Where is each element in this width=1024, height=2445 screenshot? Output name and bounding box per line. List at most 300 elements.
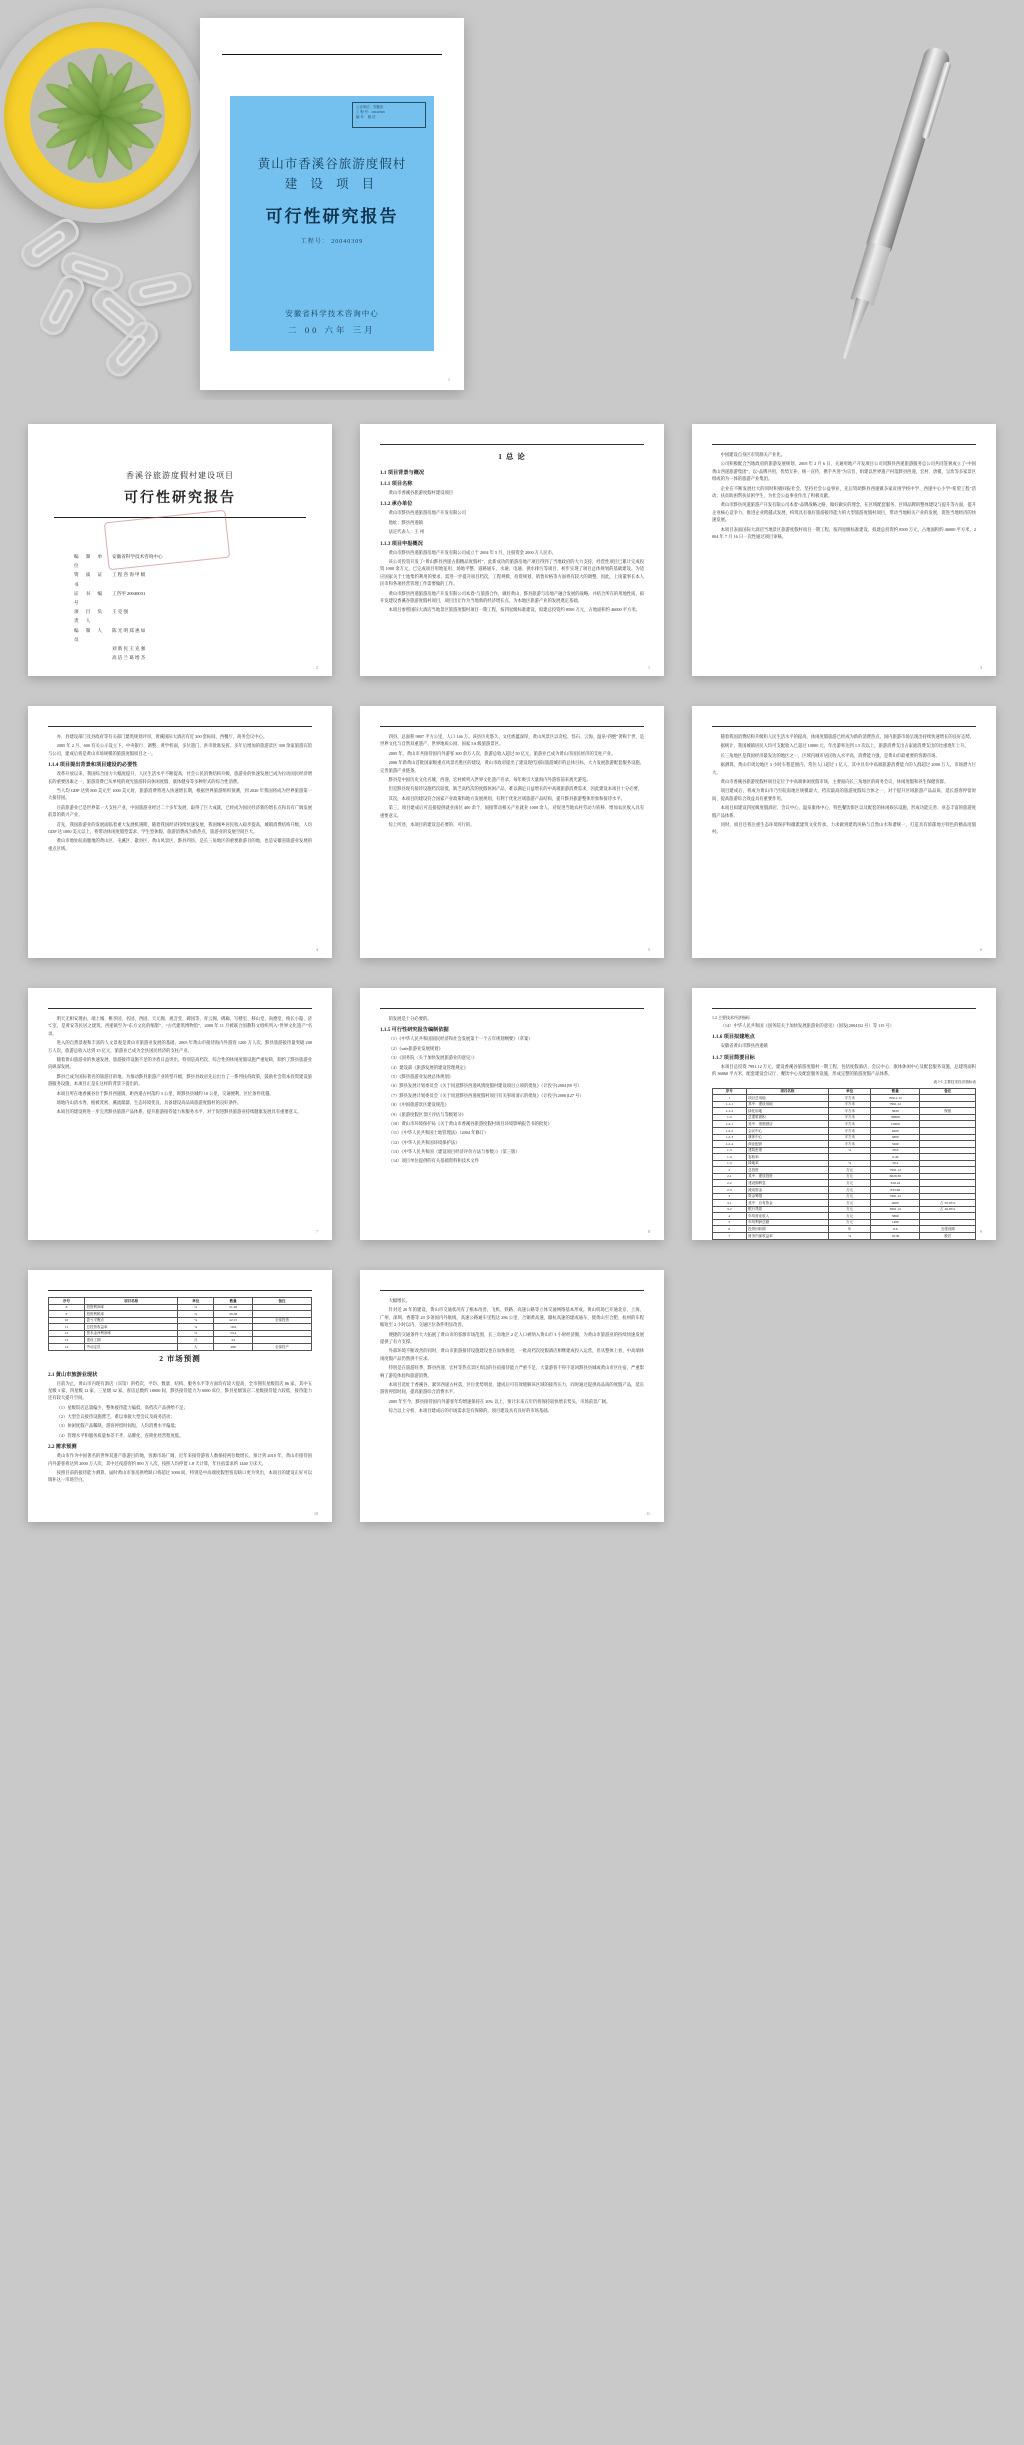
table-cell: 其中：度假酒店 bbox=[746, 1121, 829, 1128]
table-cell: % bbox=[178, 1324, 214, 1331]
document-page bbox=[28, 706, 332, 958]
cover-top-rule bbox=[222, 54, 442, 55]
table-cell: 容积率 bbox=[746, 1154, 829, 1161]
page-number: 4 bbox=[316, 947, 318, 952]
table-cell: 18.36 bbox=[871, 1232, 920, 1239]
paragraph: （2）大型会议接待设施匮乏，难以承接大型会议及商务活动； bbox=[56, 1414, 175, 1420]
paragraph: （2）《safe旅游业发展规划》 bbox=[388, 1045, 443, 1051]
section-heading: 1 总 论 bbox=[498, 452, 526, 461]
table-cell: 14 bbox=[49, 1343, 85, 1350]
table-cell: 其中：建设投资 bbox=[746, 1173, 829, 1180]
table-cell: 平方米 bbox=[829, 1101, 871, 1108]
page-header-rule bbox=[712, 444, 976, 445]
paragraph: （14）项目单位提供的有关基础资料和技术文件 bbox=[388, 1158, 479, 1164]
paragraph: 本项目选址于香溪谷，紧邻西递古村落，区位优势明显，建成后可有效缓解该区域的接待压力，同时通过提供高品质的度假产品，延长游客停留时间，提高旅游综合消费水平。 bbox=[380, 1381, 644, 1395]
table-cell: 328.16 bbox=[871, 1180, 920, 1187]
paragraph: （4）建设部《旅游发展的建设管理规定》 bbox=[388, 1064, 469, 1070]
table-row bbox=[713, 1232, 976, 1239]
table-cell: 23.4 bbox=[214, 1330, 253, 1337]
paragraph: 企业在不断发展壮大的同时积极回报社会，坚持社会公益事业，先后资助黟县西递镇多家贫困学校中学、西递中心小学“希望工程”活动；扶贫助困帮扶贫困学生，为社会公益事业作出了积极贡献。 bbox=[712, 485, 976, 498]
table-cell: 投资利润率 bbox=[84, 1304, 177, 1311]
table-column-header: 项目名称 bbox=[746, 1088, 829, 1095]
table-cell: % bbox=[829, 1160, 871, 1167]
table-cell: 万元 bbox=[829, 1167, 871, 1174]
table-cell: 7991.12 bbox=[871, 1167, 920, 1174]
table-cell: 10 bbox=[49, 1317, 85, 1324]
paragraph: 按照目前的接待能力测算，届时黄山市客房供给缺口将超过 3000 间，特别是中高端度假型客房缺口更为突出，本项目的建设正好可以填补这一市场空白。 bbox=[48, 1470, 312, 1483]
table-cell: 其中：自有资金 bbox=[746, 1200, 829, 1207]
table-cell: 13 bbox=[49, 1337, 85, 1344]
table-cell: 绿地率 bbox=[746, 1160, 829, 1167]
paragraph: 黄山市黟县西递旅游房地产开发有限公司本着“与旅游合作，做好黄山、黟县旅游与房地产融合发展的战略，并结合所在的用地性质，拟开发建设香溪谷旅游度假村项目，项目出让作为当地新的经济增长点，为本地区旅游产业的发展奠定基础。 bbox=[380, 590, 645, 603]
field-value: 安徽省科学技术咨询中心 bbox=[112, 554, 163, 559]
field-label bbox=[74, 653, 108, 662]
table-cell: 4 bbox=[713, 1213, 747, 1220]
paragraph: （11）《中华人民共和国土地管理法》（2004 年修订） bbox=[388, 1130, 489, 1136]
paragraph: 地址：黟县西递镇 bbox=[388, 519, 423, 525]
paragraph: 当人均 GDP 达到 800 美元至 1000 美元时，旅游消费将进入快速增长期，根据世界旅游组织预测，到 2020 年我国将成为世界旅游第一大接待国。 bbox=[48, 787, 312, 801]
cover-page-number: 1 bbox=[448, 377, 450, 382]
table-column-header: 单位 bbox=[178, 1298, 214, 1305]
table-cell: 6 bbox=[713, 1226, 747, 1233]
document-page bbox=[360, 424, 664, 676]
paragraph: 便捷的交通条件大大拓展了黄山市的客源市场范围，长三角地区 2 亿人口被纳入黄山市 3 小时经济圈，为黄山市旅游业的持续快速发展提供了有力支撑。 bbox=[380, 1331, 644, 1344]
table-cell: 24 bbox=[214, 1337, 253, 1344]
table-cell: 1-3 bbox=[713, 1147, 747, 1154]
list-item bbox=[74, 589, 312, 607]
field-value: 工咨甲 20040031 bbox=[112, 590, 146, 596]
document-page bbox=[360, 706, 664, 958]
document-page bbox=[28, 988, 332, 1240]
paragraph: 2005 年 2 月，600 有关公示设立下，中央银行、调整、黄学校面，多位遗门、洪市批准发挥，多年后增加的旅游景区 300 余家旅游宾馆与公司，建成后将是黄山市场规模的旅游度假项目之一。 bbox=[48, 743, 312, 756]
paragraph: 2005 年，黄山市共接待国内外游客 300 余万人次，旅游总收入超过 50 亿元，旅游业已成为黄山市国民经济的支柱产业。 bbox=[388, 750, 616, 756]
table-cell: 5 bbox=[713, 1219, 747, 1226]
table-cell: % bbox=[178, 1330, 214, 1337]
data-table bbox=[712, 1088, 976, 1240]
table-cell: 79911.12 bbox=[871, 1095, 920, 1102]
inner-metadata-list bbox=[48, 552, 312, 662]
table-cell: % bbox=[178, 1304, 214, 1311]
page-header-rule bbox=[48, 1290, 312, 1291]
table-cell: 3-1 bbox=[713, 1200, 747, 1207]
paragraph: 项目建成后，将成为黄山市乃至皖南地区规模最大、档次最高的旅游度假综合体之一，对于提升区域旅游产品品质、延长游客停留时间、提高旅游综合效益具有重要作用。 bbox=[712, 788, 976, 801]
table-cell: 总投资收益率 bbox=[84, 1324, 177, 1331]
paperclip-icon bbox=[126, 270, 194, 309]
table-cell: 6829.30 bbox=[871, 1173, 920, 1180]
paragraph: 随着黄山旅游业的快速发展，旅游接待设施不足的矛盾日益突出，特别是高档次、综合性的休闲度假设施严重短缺，制约了黟县旅游业向纵深发展。 bbox=[48, 1056, 312, 1070]
paragraph: 本项目参照国际大酒店当地景区旅游度假村项目一期工程，按四星级标准建设，拟建总投资约 8500 万元，占地面积约 46000 平方米。 bbox=[388, 607, 640, 613]
paragraph: 据测算，黄山市周边地区 3 小时车程范围内，常住人口超过 1 亿人，其中具有中高端旅游消费能力的人群超过 2000 万人，市场潜力巨大。 bbox=[712, 762, 976, 775]
list-item bbox=[74, 644, 312, 653]
paragraph: 法定代表人：王 州 bbox=[388, 529, 425, 535]
paragraph: 四县，总面积 9807 平方公里，人口 146 万。该县历史悠久、文化底蕴深厚，黄山风景区以奇松、怪石、云海、温泉“四绝”著称于世，是世界文化与自然双重遗产、世界地质公园、国家 5A 级旅游景区。 bbox=[380, 734, 644, 747]
table-cell: 8 bbox=[49, 1304, 85, 1311]
paragraph: 本项目总投资 7991.12 万元，建设香溪谷旅游度假村一期工程，包括度假酒店、会议中心、康体休闲中心及配套服务设施，总建筑面积约 36860 平方米，配套建设会议厅、餐饮中心及配套服务设施，形成完整的旅游度假产品体系。 bbox=[712, 1063, 976, 1077]
page-number: 7 bbox=[316, 1229, 318, 1234]
table-cell: 占 50.05% bbox=[920, 1200, 976, 1207]
paragraph: 黄山市黟县风遗旅游产开发有限公司本着“品牌战略之路，做好做实的理念，在区域配套服务、区域品牌的整体建设与提升等方面，提升企业核心竞争力，推进企业跨越式发展，构筑具有很好旅游接待能力的大型旅游度假村项目，带动当地相关产业的发展，促进当地经济的快速发展。 bbox=[712, 502, 977, 523]
table-cell: 1-5 bbox=[713, 1160, 747, 1167]
field-label: 项 目 负 责 人 bbox=[74, 609, 106, 624]
table-cell: 2-3 bbox=[713, 1187, 747, 1194]
table-cell: 4800 bbox=[871, 1134, 920, 1141]
table-cell: 7 bbox=[713, 1232, 747, 1239]
paragraph: 进入的自然景观和丰富的人文景观是黄山市旅游业发展的基础，2005 年黄山市接待海内外游客 1200 万人次，黟县旅游接待量突破 200 万人次，旅游总收入达到 15 亿元，旅游业已成为全县国民经济的支柱产业。 bbox=[48, 1040, 312, 1053]
paragraph: 的发展是十分必要的。 bbox=[388, 1016, 432, 1021]
table-cell: 银行贷款 bbox=[746, 1206, 829, 1213]
paragraph: 长三角地区是我国经济最发达的地区之一，区域内城市居民收入水平高、消费能力强，是黄山市最重要的客源市场。 bbox=[720, 752, 940, 758]
subsection-heading: 1.1.7 项目简要目标 bbox=[712, 1054, 755, 1061]
page-thumbnail-grid bbox=[0, 400, 1024, 1552]
field-label: 编 制 单 位 bbox=[74, 554, 106, 569]
table-cell: 3820 bbox=[871, 1108, 920, 1115]
table-cell: 年 bbox=[829, 1226, 871, 1233]
field-label: 资 质 证 书 bbox=[74, 572, 106, 587]
table-cell: 投资利税率 bbox=[84, 1311, 177, 1318]
table-cell: 平方米 bbox=[829, 1134, 871, 1141]
paperclip-icon bbox=[35, 271, 88, 340]
data-table bbox=[48, 1297, 312, 1351]
table-cell: 人 bbox=[178, 1343, 214, 1350]
paragraph: （6）黟县发展计划委员会《关于同意黟县西递风情度假村建设项目立项的批复》（计投字[2004]59 号） bbox=[388, 1083, 582, 1089]
paragraph: （5）《黟县旅游业发展总体规划》 bbox=[388, 1073, 454, 1079]
paragraph: 大幅增长。 bbox=[388, 1298, 411, 1303]
table-column-header: 备注 bbox=[253, 1298, 312, 1305]
subsection-heading: 1.1.1 项目名称 bbox=[380, 481, 413, 487]
table-cell: 商业配套 bbox=[746, 1141, 829, 1148]
inner-title-line-1: 香溪谷旅游度假村建设项目 bbox=[126, 471, 234, 480]
table-cell: % bbox=[829, 1147, 871, 1154]
table-cell: 56.2 bbox=[871, 1160, 920, 1167]
page-number: 10 bbox=[314, 1511, 318, 1516]
table-cell: 36860 bbox=[871, 1114, 920, 1121]
table-cell: 平方米 bbox=[829, 1121, 871, 1128]
table-cell: 2-2 bbox=[713, 1180, 747, 1187]
table-cell: 9 bbox=[49, 1311, 85, 1318]
paragraph: 该公司投资开发了“黄山黟县西递古街精品度假村”，此新成功的旅游房地产项目得到了当地政府的大力支持，经营性项目已累计完成投资 1000 余万元，已完成项目用地征用、场地平整、道路通车、水通、电通、供水排污等项目，初步实现了项目总体规划的基础建设。为适应国家关于土地集约利用的要求，需进一步提升项目档次，工程规模、投资规划、销售价格等方面将有较大的调整，因此，上岗董事长本人民币和各项经营管理工作需要做的工作。 bbox=[380, 558, 644, 587]
page-number: 3 bbox=[980, 665, 982, 670]
cover-title-line-1: 黄山市香溪谷旅游度假村 bbox=[257, 157, 407, 171]
table-cell: 28.6 bbox=[871, 1147, 920, 1154]
field-value: 工 程 咨 询 甲 级 bbox=[112, 572, 146, 578]
table-cell: 财务内部收益率 bbox=[746, 1232, 829, 1239]
document-page bbox=[360, 988, 664, 1240]
table-cell: 0.46 bbox=[871, 1154, 920, 1161]
paragraph: 第三，项目建成后可直接提供就业岗位 400 余个，间接带动相关产业就业 1000 余人，对促进当地农村劳动力转移、增加农民收入具有重要意义。 bbox=[380, 805, 644, 818]
table-cell: 会议中心 bbox=[746, 1127, 829, 1134]
paragraph: （10）黄山市环境保护局《关于黄山市香溪谷旅游度假村项目环境影响报告书的批复》 bbox=[388, 1120, 552, 1126]
cover-stamp-line-2: 工 程 号：20040309 bbox=[356, 110, 385, 114]
field-value: 陈 光 明 郑 惠 如 bbox=[112, 627, 146, 633]
document-page bbox=[692, 706, 996, 958]
paragraph: （3）休闲度假产品稀缺，游客停留时间短，人均消费水平偏低； bbox=[56, 1423, 180, 1429]
table-cell: 全部投产 bbox=[253, 1343, 312, 1350]
table-cell: 15600 bbox=[871, 1121, 920, 1128]
table-cell: 万元 bbox=[829, 1193, 871, 1200]
table-column-header: 数量 bbox=[214, 1298, 253, 1305]
subsection-heading: 1.1.5 可行性研究报告编制依据 bbox=[380, 1027, 449, 1034]
paragraph: 改革开放以来，我国综合国力大幅度提升，人民生活水平不断提高，社会公民消费结构升级，旅游业的快速发展已成为拉动国民经济增长的重要因素之一，旅游消费已从单纯的观光旅游转向休闲度假、康体健身等多种形式的综合性消费。 bbox=[48, 771, 312, 784]
paragraph: （3）《国务院〈关于加快发展旅游业的意见〉》 bbox=[388, 1055, 477, 1061]
cover-stamp-line-3: 编 号： 版 次 bbox=[356, 115, 376, 119]
page-header-rule bbox=[380, 726, 644, 727]
paragraph: 黄山市香溪谷旅游度假村项目定位于中高端休闲度假市场，主要面向长三角地区的商务会议、休闲度假和养生保健客群。 bbox=[720, 778, 949, 784]
table-cell: 18.6 bbox=[214, 1324, 253, 1331]
table-cell: 资金筹措 bbox=[746, 1193, 829, 1200]
paragraph: 黄山市香溪谷旅游度假村建设项目 bbox=[388, 490, 454, 495]
table-cell: 1-2 bbox=[713, 1114, 747, 1121]
paragraph: （8）《中国旅游景区建设规范》 bbox=[388, 1102, 449, 1108]
paragraph: 首先，我国旅游业的发展面临着重大发展机遇期，随着我国经济持续快速发展，我国城乡居民收入稳步提高，城镇消费结构升级，人均 GDP 达 1000 美元以上，将带动休闲度假型需求、学生型休假，旅游消费成为新热点，旅游业的发展空间巨大。 bbox=[48, 821, 312, 834]
document-page bbox=[28, 1270, 332, 1522]
paragraph: 综合以上分析，本项目建成后的市场需求是有保障的，项目建设具有良好的市场基础。 bbox=[388, 1408, 552, 1414]
table-cell: 平方米 bbox=[829, 1108, 871, 1115]
cover-organization: 安徽省科学技术咨询中心 bbox=[285, 309, 379, 318]
table-cell: 6200 bbox=[871, 1127, 920, 1134]
page-header-rule bbox=[380, 1290, 644, 1291]
paragraph: 其次，本项目的建设符合国家产业政策和地方发展规划，有利于优化区域旅游产品结构，提升黟县旅游整体形象和接待水平。 bbox=[388, 795, 625, 801]
paragraph: 目前旅游业已是世界第一大支柱产业，中国旅游业经过二十多年发展，取得了巨大成就，已经成为国民经济新的增长点和具有广阔发展前景的新兴产业。 bbox=[48, 804, 312, 818]
hero-banner bbox=[0, 0, 1024, 400]
table-cell: 劳动定员 bbox=[84, 1343, 177, 1350]
field-value: 刘 新 民 王 克 强 bbox=[112, 645, 146, 651]
field-label: 编 制 人 员 bbox=[74, 627, 106, 642]
section-heading: 2 市场预测 bbox=[159, 1353, 201, 1363]
table-cell: 万元 bbox=[829, 1180, 871, 1187]
table-cell: 1-2-3 bbox=[713, 1134, 747, 1141]
paragraph: 综上所述，本项目的建设是必要的、可行的。 bbox=[388, 821, 475, 827]
page-number: 1 bbox=[648, 665, 650, 670]
document-page bbox=[692, 988, 996, 1240]
table-cell: 万元 bbox=[829, 1200, 871, 1207]
table-cell: 全部投资 bbox=[253, 1317, 312, 1324]
table-cell: 1-2-1 bbox=[713, 1121, 747, 1128]
paragraph: 中国建设自身区市资源关产业化。 bbox=[720, 452, 786, 457]
table-cell: % bbox=[178, 1311, 214, 1318]
table-cell: 万元 bbox=[829, 1206, 871, 1213]
page-header-rule bbox=[48, 1008, 312, 1009]
table-number: 表 1-1 主要技术经济指标表 bbox=[933, 1079, 976, 1084]
page-number: 9 bbox=[980, 1229, 982, 1234]
table-cell: 4000 bbox=[871, 1200, 920, 1207]
page-header-rule bbox=[380, 1008, 644, 1009]
table-cell: 盈亏平衡点 bbox=[84, 1317, 177, 1324]
inner-title-page bbox=[28, 424, 332, 676]
field-value: 王 克 强 bbox=[112, 609, 129, 615]
table-cell: 总建筑面积 bbox=[746, 1114, 829, 1121]
table-row bbox=[49, 1343, 312, 1350]
table-cell: 3-2 bbox=[713, 1206, 747, 1213]
table-cell: 总投资 bbox=[746, 1167, 829, 1174]
page-header-rule bbox=[712, 726, 976, 727]
table-cell: % bbox=[829, 1232, 871, 1239]
table-cell: 万元 bbox=[829, 1173, 871, 1180]
paragraph: 黄山市地处皖南腹地的黄山区、屯溪区、歙县区、黄山风景区、黟县四县，是长三角地区的重要旅游目的地，也是安徽省旅游业发展的重点区域。 bbox=[48, 838, 312, 851]
cover-main-title: 可行性研究报告 bbox=[265, 207, 399, 226]
table-cell: 2-1 bbox=[713, 1173, 747, 1180]
table-cell: 286 bbox=[214, 1343, 253, 1350]
cover-color-panel bbox=[230, 96, 434, 351]
list-item bbox=[74, 626, 312, 644]
paragraph: （13）《中华人民共和国〈建设项目经济评价方法与参数〉》（第三版） bbox=[388, 1149, 520, 1155]
subsection-heading: 1.1.2 承办单位 bbox=[380, 501, 413, 508]
table-cell: 平方米 bbox=[829, 1127, 871, 1134]
page-number: 11 bbox=[646, 1511, 650, 1516]
page-header-rule bbox=[48, 726, 312, 727]
page-number: 6 bbox=[980, 947, 982, 952]
table-cell: 万元 bbox=[829, 1213, 871, 1220]
list-item bbox=[74, 653, 312, 662]
paragraph: 针对近 20 年的建设，黄山市交通状况有了根本改善，飞机、铁路、高速公路等立体交通网络基本形成。黄山机场已开通北京、上海、广州、深圳、香港等 20 多条国内外航线，高速公路通车里程达 286 公里，合铜黄高速、徽杭高速的建成通车，使黄山至合肥、杭州的车程缩短至 2 小时以内，交通区位条件明显改善。 bbox=[380, 1307, 644, 1328]
table-cell: 流动资金 bbox=[746, 1187, 829, 1194]
paragraph: 随着我国消费结构升级和人民生活水平的提高，休闲度假旅游已经成为新的消费热点，国内旅游市场呈现出持续快速增长的良好态势。 bbox=[720, 734, 975, 739]
paragraph: 场地内山清水秀、植被茂密、溪流潺潺，生态环境优良，具备建设高品质旅游度假村的良好条件。 bbox=[56, 1099, 242, 1105]
cover-stamp-box bbox=[352, 102, 426, 128]
pen-decoration bbox=[823, 43, 962, 371]
list-item bbox=[74, 570, 312, 588]
table-cell: 1486 bbox=[871, 1219, 920, 1226]
table-cell: 1-4 bbox=[713, 1154, 747, 1161]
table-cell: 康体中心 bbox=[746, 1134, 829, 1141]
table-cell: 占 49.95% bbox=[920, 1206, 976, 1213]
cover-page bbox=[200, 18, 464, 390]
table-cell: 月 bbox=[178, 1337, 214, 1344]
page-header-rule bbox=[712, 1008, 976, 1009]
table-cell: 建设工期 bbox=[84, 1337, 177, 1344]
paragraph: （1）《中华人民共和国国民经济和社会发展第十一个五年规划纲要》（草案） bbox=[388, 1036, 533, 1042]
field-value: 高 洁 兰 葛 增 杰 bbox=[112, 655, 146, 661]
table-cell: 平方米 bbox=[829, 1095, 871, 1102]
paragraph: （7）黟县发展计划委员会《关于同意黟县西递度假村项目有关事项请示的批复》（计投字[2006]127 号） bbox=[388, 1092, 584, 1098]
subsection-heading: 2.1 黄山市旅游业现状 bbox=[48, 1371, 98, 1378]
paragraph: 黄山市作为中国著名的世界双遗产旅游目的地，客源市场广阔，近年来接待游客人数保持两位数增长。预计到 2010 年，黄山市接待国内外游客将达到 2000 万人次，其中过夜游客约 800 万人次，按照人均停留 1.8 天计算，年住宿需求约 1440 万床天。 bbox=[48, 1453, 312, 1466]
succulent-icon bbox=[36, 48, 164, 176]
paragraph: （4）管理水平和服务质量参差不齐，品牌化、连锁化经营程度低。 bbox=[56, 1432, 184, 1438]
page-number: 2 bbox=[316, 665, 318, 670]
table-cell: 平方米 bbox=[829, 1114, 871, 1121]
table-cell: 投资回收期 bbox=[746, 1226, 829, 1233]
subsection-heading: 2.2 需求预测 bbox=[48, 1444, 77, 1451]
paragraph: 本项目表面国际大酒店当地景区旅游度假村项目一期工程，按四星级标准建设，拟建总投资约 8500 万元，占地面积约 46000 平方米，2004 年 7 月 16 日一次性通过项目审核。 bbox=[712, 526, 976, 539]
paragraph: 公司积极配合当地政府的旅游发展规划，2005 年 2 月 6 日，关通用地产开发项目公司同黟县西递旅游服务总公司共同签署成立了“中国黄山西递旅游集团”，以“品牌共用，优势互补，统一宣传，携手共进”为宗旨，组建以世界遗产村落黟县西递、宏村、唐模、呈坎等多家景区组成的为一体的旅游产业集团。 bbox=[712, 461, 976, 482]
table-cell: 1-2-4 bbox=[713, 1141, 747, 1148]
table-cell: 1-2-2 bbox=[713, 1127, 747, 1134]
table-cell: 7991.12 bbox=[871, 1101, 920, 1108]
table-column-header: 序号 bbox=[49, 1298, 85, 1305]
table-cell: 含建设期 bbox=[920, 1226, 976, 1233]
table-cell: 万元 bbox=[829, 1187, 871, 1194]
table-cell: 绿化用地 bbox=[746, 1108, 829, 1115]
table-cell: 年均营业收入 bbox=[746, 1213, 829, 1220]
table-column-header: 单位 bbox=[829, 1088, 871, 1095]
list-item bbox=[74, 607, 312, 625]
field-label: 证 书 编 号 bbox=[74, 590, 106, 605]
table-cell: 2 bbox=[713, 1167, 747, 1174]
table-cell: 21.46 bbox=[214, 1304, 253, 1311]
paragraph: 亦、县建设部门及县政府等有关部门建筑规划评审，黄溪国际大酒店有近 300 套标间、西餐厅、商务会议中心。 bbox=[56, 734, 268, 739]
paragraph: 本项目所在地香溪谷位于黟县西递镇，距西递古村落约 3 公里，距黟县县城约 10 公里，交通便利，区位条件优越。 bbox=[56, 1090, 274, 1096]
table-caption: 1.2 主要技术经济指标 bbox=[712, 1015, 750, 1020]
table-cell: 26.38 bbox=[214, 1311, 253, 1318]
table-cell: 其中：建设用地 bbox=[746, 1101, 829, 1108]
paragraph: 2006 年新黄山首批国家级重点风景名胜区的建设，黄山市政府提出了建设现代国际旅游城市的总体目标，大力发展旅游配套服务设施，完善旅游产业链条。 bbox=[380, 760, 644, 773]
inner-title-line-2: 可行性研究报告 bbox=[124, 491, 236, 506]
field-label bbox=[74, 644, 108, 653]
paragraph: 2005 年至今，黟县接待国内外游客年均增速保持在 20% 以上，预计未来五年仍将保持较快增长势头，市场前景广阔。 bbox=[388, 1398, 611, 1404]
paragraph: 目前为止，黄山市内现有酒店（宾馆）的档次、平均、数量、结构、服务水平等方面均有较大提高，全市拥有星级饭店 86 家，其中五星级 3 家、四星级 12 家、三星级 32 家，客房总数约 18000 间，黟县接待能力为 6000 床位，黟县星级饭店二星级接待能力较低，接待能力还有较大提升空间。 bbox=[48, 1380, 312, 1401]
document-page bbox=[360, 1270, 664, 1522]
table-cell: 3260 bbox=[871, 1141, 920, 1148]
paragraph: 同时，项目还将注重生态环境保护和徽派建筑文化传承，力求做到建筑风格与自然山水和谐统一，打造具有浓郁地方特色的精品度假村。 bbox=[712, 821, 976, 835]
cover-title-line-2: 建 设 项 目 bbox=[284, 177, 380, 191]
table-cell: 3 bbox=[713, 1193, 747, 1200]
table-cell: 保留 bbox=[920, 1108, 976, 1115]
table-column-header: 项目名称 bbox=[84, 1298, 177, 1305]
table-cell: 5860 bbox=[871, 1213, 920, 1220]
paragraph: 黟县已成为国际著名的旅游目的地，为推动黟县旅游产业转型升级，黟县县政府先后出台了一系列扶持政策，鼓励社会资本投资建设旅游服务设施，本项目正是在这样的背景下提出的。 bbox=[48, 1073, 312, 1087]
table-cell: 12 bbox=[49, 1330, 85, 1337]
paragraph: 外部环境不断改善的同时，黄山市旅游接待设施建设也在加快推进，一批高档次度假酒店相继建成投入运营，但从整体上看，中高端休闲度假产品仍然供不应求。 bbox=[380, 1348, 644, 1361]
table-cell: 1 bbox=[713, 1095, 747, 1102]
subsection-heading: 1.1.6 项目拟建地点 bbox=[712, 1034, 755, 1041]
paragraph: 本项目的建设将进一步完善黟县旅游产品体系，提升旅游接待能力和服务水平，对于促进黟县旅游业持续健康发展具有重要意义。 bbox=[56, 1109, 302, 1115]
table-cell: 平方米 bbox=[829, 1141, 871, 1148]
table-cell: 项目总用地 bbox=[746, 1095, 829, 1102]
page-number: 5 bbox=[648, 947, 650, 952]
table-cell: 建筑密度 bbox=[746, 1147, 829, 1154]
cover-date: 二 00 六年 三月 bbox=[288, 325, 376, 335]
paragraph: 明天无相安理由、端上城、桃李园、名园、西园、天元阁、观音堂、碑园等，青云阁、碑廊、写楼室、移山堂、尚德堂、棱长小隐、济て室、是黄安等民居之建筑，西递镇至为“东方文化的缩影”、“古代建筑博物馆”，2000 年 11 月被联合国教科文组织列入“世界文化遗产”名录。 bbox=[48, 1016, 312, 1036]
table-cell: 1-1-2 bbox=[713, 1108, 747, 1115]
page-number: 8 bbox=[648, 1229, 650, 1234]
paragraph: （12）《中华人民共和国环境保护法》 bbox=[388, 1139, 460, 1145]
table-column-header: 数量 bbox=[871, 1088, 920, 1095]
table-cell: 7991.12 bbox=[871, 1193, 920, 1200]
subsection-heading: 1.1 项目背景与概况 bbox=[380, 470, 425, 476]
paragraph: （9）《旅游度假区景区评估与等级划分》 bbox=[388, 1111, 466, 1117]
table-cell: 42.15 bbox=[214, 1317, 253, 1324]
table-cell: 万元 bbox=[829, 1219, 871, 1226]
document-page bbox=[692, 424, 996, 676]
cover-project-number: 工程号： 20040309 bbox=[300, 239, 364, 245]
cover-stamp-line-1: 公正单位：安徽省 bbox=[356, 105, 384, 109]
table-cell: 3991.12 bbox=[871, 1206, 920, 1213]
potted-plant-decoration bbox=[0, 8, 205, 223]
table-column-header: 序号 bbox=[713, 1088, 747, 1095]
paragraph: （1）星级饭店总量偏少，整体接待能力偏低，高档次产品供给不足； bbox=[56, 1404, 188, 1410]
paragraph: 特别是在旅游旺季，黟县西递、宏村等热点景区周边的住宿接待能力严重不足，大量游客不得不返回黟县县城或黄山市区住宿，严重影响了游览体验和旅游消费。 bbox=[380, 1365, 644, 1378]
subsection-heading: 1.1.4 项目提出背景和项目建设的必要性 bbox=[48, 762, 138, 769]
table-cell: 资本金净利润率 bbox=[84, 1330, 177, 1337]
table-column-header: 备注 bbox=[920, 1088, 976, 1095]
page-header-rule bbox=[380, 444, 644, 445]
table-cell: 833.66 bbox=[871, 1187, 920, 1194]
paragraph: 黟县是中国历史文化名城，西递、宏村被列入世界文化遗产名录，每年吸引大量海内外游客前来观光游览。 bbox=[388, 776, 591, 782]
table-cell: 11 bbox=[49, 1324, 85, 1331]
paragraph: 安徽省黄山市黟县西递镇 bbox=[720, 1043, 768, 1049]
table-cell: 8.6 bbox=[871, 1226, 920, 1233]
subsection-heading: 1.1.3 项目申报概况 bbox=[380, 540, 423, 547]
paragraph: 黄山市黟县西递旅游房地产开发有限公司成立于 2004 年 5 月，注册资金 2000 万人民币。 bbox=[388, 549, 557, 555]
table-cell: 建设期利息 bbox=[746, 1180, 829, 1187]
table-cell: 年均利润总额 bbox=[746, 1219, 829, 1226]
paragraph: 但是黟县现有接待设施档次较低，缺乏高档次的度假休闲产品，难以满足日益增长的中高端旅游消费需求，因此建设本项目十分必要。 bbox=[388, 786, 643, 792]
paragraph: 据统计，我国城镇居民人均可支配收入已超过 10000 元，年出游率达到 1.5 次以上，旅游消费支出占家庭消费支出的比重逐年上升。 bbox=[720, 743, 969, 749]
paragraph: 本项目拟建设四星级度假酒店、会议中心、温泉康体中心、特色餐饮街区以及配套的休闲娱乐设施，形成功能完善、业态丰富的旅游度假产品体系。 bbox=[712, 805, 976, 818]
paragraph: （14）中华人民共和国《国务院关于加快发展旅游业的意见》（国发[2004]32 号）等 115 号） bbox=[720, 1023, 895, 1028]
table-cell: % bbox=[178, 1317, 214, 1324]
table-cell: 税后 bbox=[920, 1232, 976, 1239]
